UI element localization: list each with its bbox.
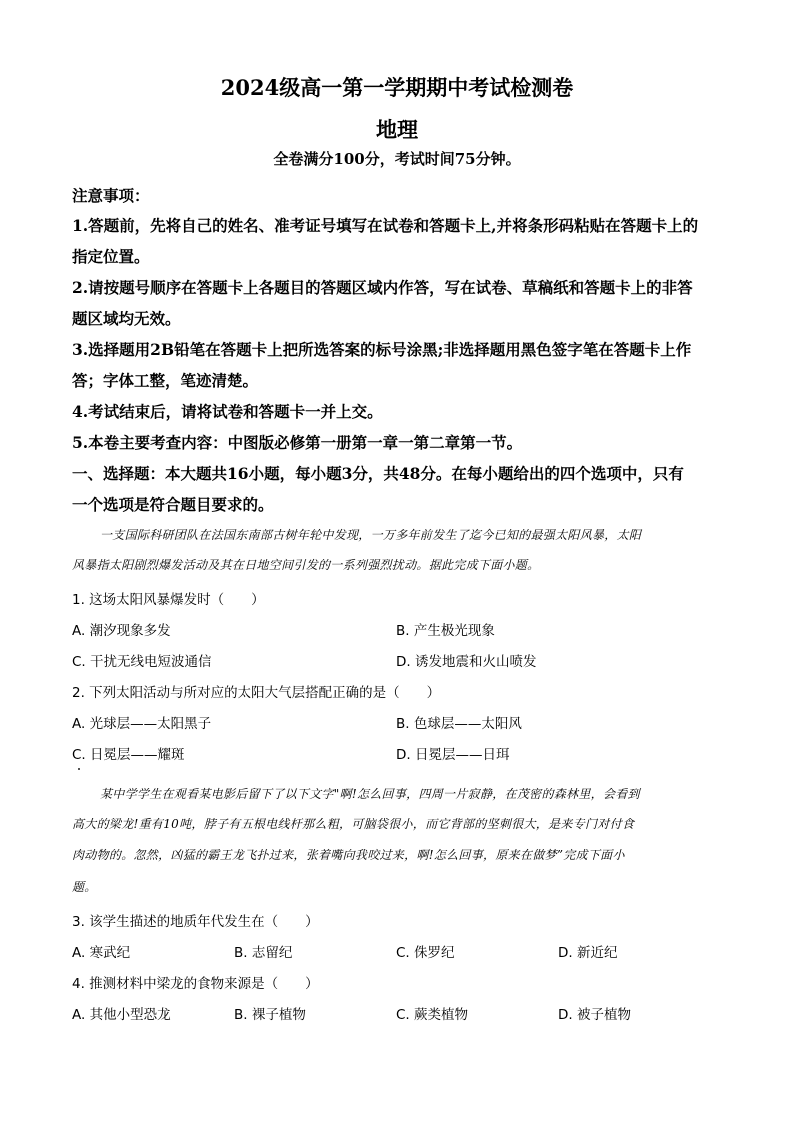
question-stem: 3. 该学生描述的地质年代发生在（ ） xyxy=(72,914,319,930)
option-b: B. 裸子植物 xyxy=(234,1007,306,1023)
option-c: C. 日冕层——耀斑 xyxy=(72,747,185,763)
option-b: B. 色球层——太阳风 xyxy=(396,716,522,732)
notice-heading: 注意事项： xyxy=(72,186,150,205)
option-d: D. 诱发地震和火山喷发 xyxy=(396,654,537,670)
material-text: 题。 xyxy=(72,880,97,894)
option-c: C. 侏罗纪 xyxy=(396,945,455,961)
option-a: A. 潮汐现象多发 xyxy=(72,623,171,639)
option-c: C. 干扰无线电短波通信 xyxy=(72,654,212,670)
option-a: A. 光球层——太阳黑子 xyxy=(72,716,212,732)
notice-line: 1.答题前，先将自己的姓名、准考证号填写在试卷和答题卡上,并将条形码粘贴在答题卡上的 xyxy=(72,216,699,235)
question-stem: 1. 这场太阳风暴爆发时（ ） xyxy=(72,592,265,608)
notice-line: 5.本卷主要考查内容：中图版必修第一册第一章一第二章第一节。 xyxy=(72,433,523,452)
exam-info: 全卷满分100分，考试时间75分钟。 xyxy=(273,150,521,168)
material-text: 风暴指太阳剧烈爆发活动及其在日地空间引发的一系列强烈扰动。据此完成下面小题。 xyxy=(72,558,540,572)
option-a: A. 其他小型恐龙 xyxy=(72,1007,171,1023)
option-a: A. 寒武纪 xyxy=(72,945,131,961)
question-stem: 4. 推测材料中梁龙的食物来源是（ ） xyxy=(72,976,319,992)
subject-title: 地理 xyxy=(376,117,418,142)
stray-dot xyxy=(78,768,80,770)
material-text: 某中学学生在观看某电影后留下了以下文字"啊!怎么回事，四周一片寂静，在茂密的森林里，会看到 xyxy=(100,787,640,801)
material-text: 一支国际科研团队在法国东南部古树年轮中发现，一万多年前发生了迄今已知的最强太阳风暴，太阳 xyxy=(100,528,642,542)
option-b: B. 产生极光现象 xyxy=(396,623,495,639)
section-heading-cont: 一个选项是符合题目要求的。 xyxy=(72,495,274,514)
notice-line: 2.请按题号顺序在答题卡上各题目的答题区域内作答，写在试卷、草稿纸和答题卡上的非答 xyxy=(72,278,693,297)
notice-line: 指定位置。 xyxy=(72,247,150,266)
notice-line: 答；字体工整，笔迹清楚。 xyxy=(72,371,259,390)
option-d: D. 日冕层——日珥 xyxy=(396,747,510,763)
option-c: C. 蕨类植物 xyxy=(396,1007,469,1023)
notice-line: 题区域均无效。 xyxy=(72,309,181,328)
notice-line: 4.考试结束后，请将试卷和答题卡一并上交。 xyxy=(72,402,383,421)
option-b: B. 志留纪 xyxy=(234,945,293,961)
material-text: 高大的梁龙!重有10吨，脖子有五根电线杆那么粗，可脑袋很小，而它背部的坚刺很大，是来专门对付食 xyxy=(72,817,635,831)
option-d: D. 新近纪 xyxy=(558,945,618,961)
option-d: D. 被子植物 xyxy=(558,1007,631,1023)
notice-line: 3.选择题用2B铅笔在答题卡上把所选答案的标号涂黑;非选择题用黑色签字笔在答题卡上作 xyxy=(72,340,692,359)
section-heading: 一、选择题：本大题共16小题，每小题3分，共48分。在每小题给出的四个选项中，只有 xyxy=(72,464,684,483)
exam-title: 2024级高一第一学期期中考试检测卷 xyxy=(220,75,574,100)
material-text: 肉动物的。忽然，凶猛的霸王龙飞扑过来，张着嘴向我咬过来，啊!怎么回事，原来在做梦”完成下面小 xyxy=(72,848,625,862)
question-stem: 2. 下列太阳活动与所对应的太阳大气层搭配正确的是（ ） xyxy=(72,685,441,701)
